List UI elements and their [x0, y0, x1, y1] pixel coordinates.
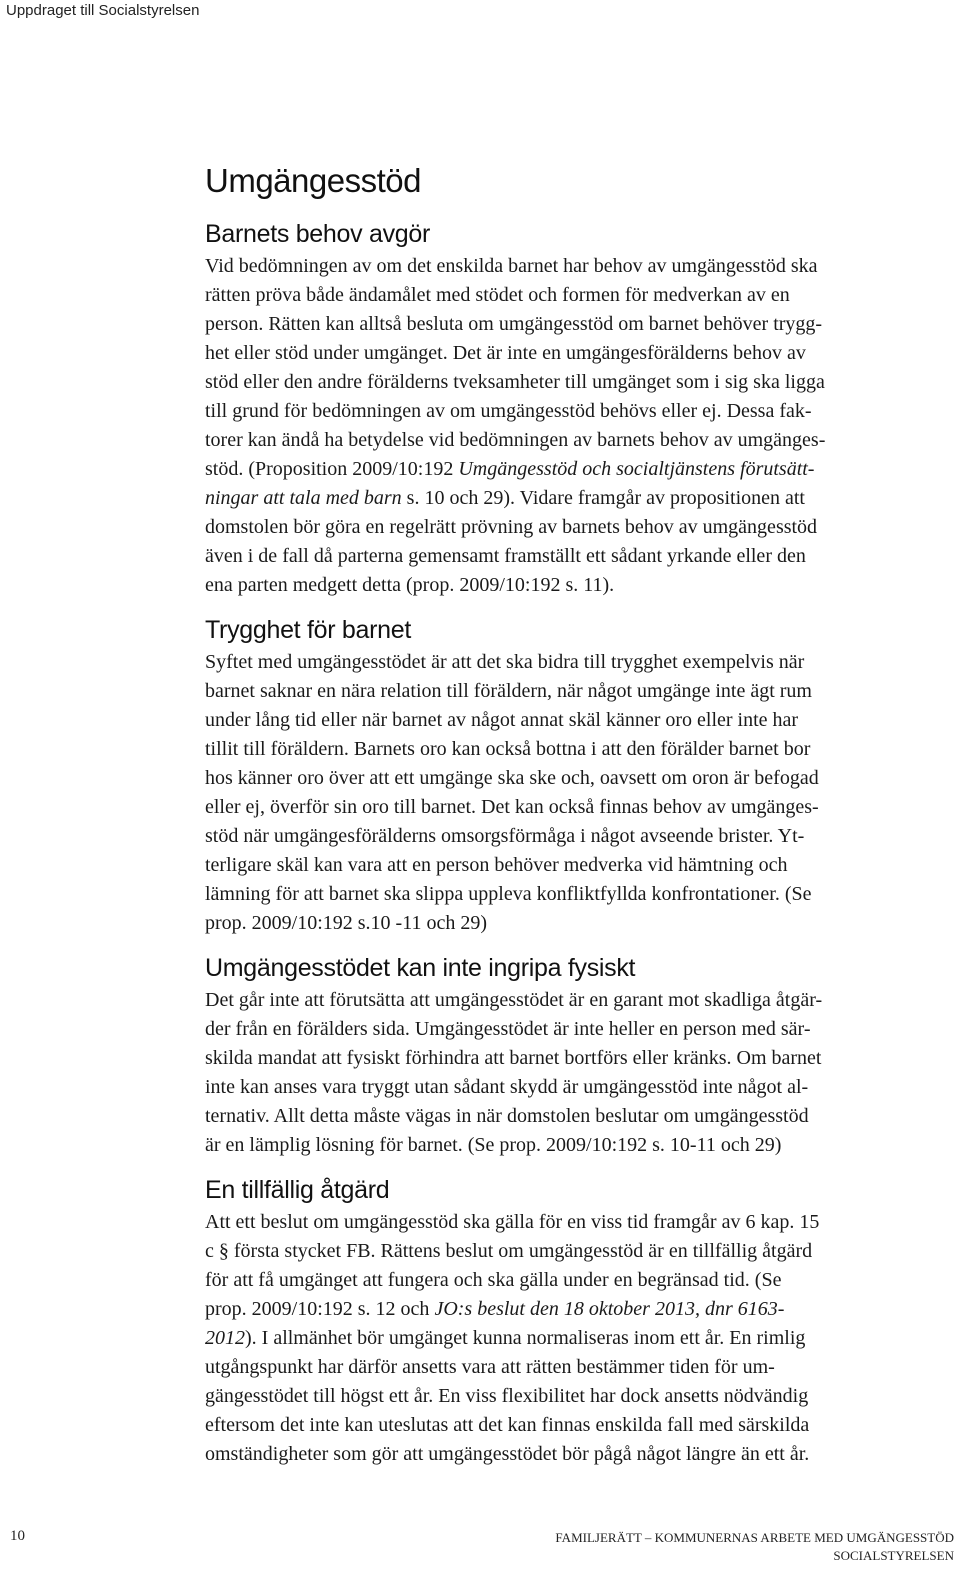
paragraph-text: Att ett beslut om umgängesstöd ska gälla för en viss tid framgår av 6 kap. 15 c § första stycket FB. Rättens beslut om umgängesstöd är en tillfällig åtgärd för att få umgänget att fungera och ska gälla under en begränsad tid. (Se prop. 2009/10:192 s. 12 och	[205, 1211, 820, 1320]
paragraph-ingripa: Det går inte att förutsätta att umgängesstödet är en garant mot skadliga åtgär- der från en förälders sida. Umgängesstödet är inte heller en person med sär- skilda mandat att fysiskt förhindra att barnet bortförs eller kränks. Om barnet inte kan anses vara tryggt utan sådant skydd är umgängesstöd inte något al- ternativ. Allt detta måste vägas in när domstolen beslutar om umgängesstöd är en lämplig lösning för barnet. (Se prop. 2009/10:192 s. 10-11 och 29)	[205, 989, 823, 1156]
subheading-ingripa: Umgängesstödet kan inte ingripa fysiskt	[205, 954, 636, 982]
footer-publisher: SOCIALSTYRELSEN	[833, 1548, 954, 1563]
paragraph-italic-reference: JO:s beslut den 18 oktober 2013, dnr 6163- 2012	[205, 1298, 785, 1349]
running-header: Uppdraget till Socialstyrelsen	[6, 2, 200, 19]
footer-publication-title	[555, 1529, 954, 1565]
section-title: Umgängesstöd	[205, 162, 421, 199]
main-content	[205, 162, 957, 1481]
subheading-barnets-behov: Barnets behov avgör	[205, 220, 431, 248]
subheading-trygghet: Trygghet för barnet	[205, 616, 411, 644]
subheading-tillfallig: En tillfällig åtgärd	[205, 1176, 390, 1204]
paragraph-italic-title: Umgängesstöd och socialtjänstens förutsätt- ningar att tala med barn	[205, 458, 815, 509]
paragraph-trygghet: Syftet med umgängesstödet är att det ska bidra till trygghet exempelvis när barnet saknar en nära relation till föräldern, när något umgänge inte ägt rum under lång tid eller när barnet av något annat skäl känner oro eller inte har tillit till föräldern. Barnets oro kan också bottna i att den förälder barnet bor hos känner oro över att ett umgänge ska ske och, oavsett om oron är befogad eller ej, överför sin oro till barnet. Det kan också finnas behov av umgänges- stöd när umgängesförälderns omsorgsförmåga i något avseende brister. Yt- terligare skäl kan vara att en person behöver medverka vid hämtning och lämning för att barnet ska slippa uppleva konfliktfyllda konfrontationer. (Se prop. 2009/10:192 s.10 -11 och 29)	[205, 651, 819, 934]
footer-title-line: FAMILJERÄTT – KOMMUNERNAS ARBETE MED UMGÄNGESSTÖD	[555, 1530, 954, 1545]
page-number: 10	[10, 1528, 25, 1544]
paragraph-barnets-behov	[205, 252, 957, 600]
paragraph-text: Vid bedömningen av om det enskilda barnet har behov av umgängesstöd ska rätten pröva både ändamålet med stödet och formen för medverkan av en person. Rätten kan alltså besluta om umgängesstöd om barnet behöver trygg- het eller stöd under umgänget. Det är inte en umgängesförälderns behov av stöd eller den andre förälderns tveksamheter till umgänget som i sig ska ligga till grund för bedömningen av om umgängesstöd behövs eller ej. Dessa fak- torer kan ändå ha betydelse vid bedömningen av barnets behov av umgänges- stöd. (Proposition 2009/10:192	[205, 255, 826, 480]
paragraph-text: s. 10 och 29). Vidare framgår av propositionen att domstolen bör göra en regelrätt prövning av barnets behov av umgängesstöd även i de fall då parterna gemensamt framställt ett sådant yrkande eller den ena parten medgett detta (prop. 2009/10:192 s. 11).	[205, 487, 818, 596]
paragraph-tillfallig	[205, 1208, 957, 1469]
paragraph-text: ). I allmänhet bör umgänget kunna normaliseras inom ett år. En rimlig utgångspunkt har därför ansetts vara att rätten bestämmer tiden för um- gängesstödet till högst ett år. En viss flexibilitet har dock ansetts nödvändig eftersom det inte kan uteslutas att det kan finnas enskilda fall med särskilda omständigheter som gör att umgängesstödet bör pågå något längre än ett år.	[205, 1327, 810, 1465]
